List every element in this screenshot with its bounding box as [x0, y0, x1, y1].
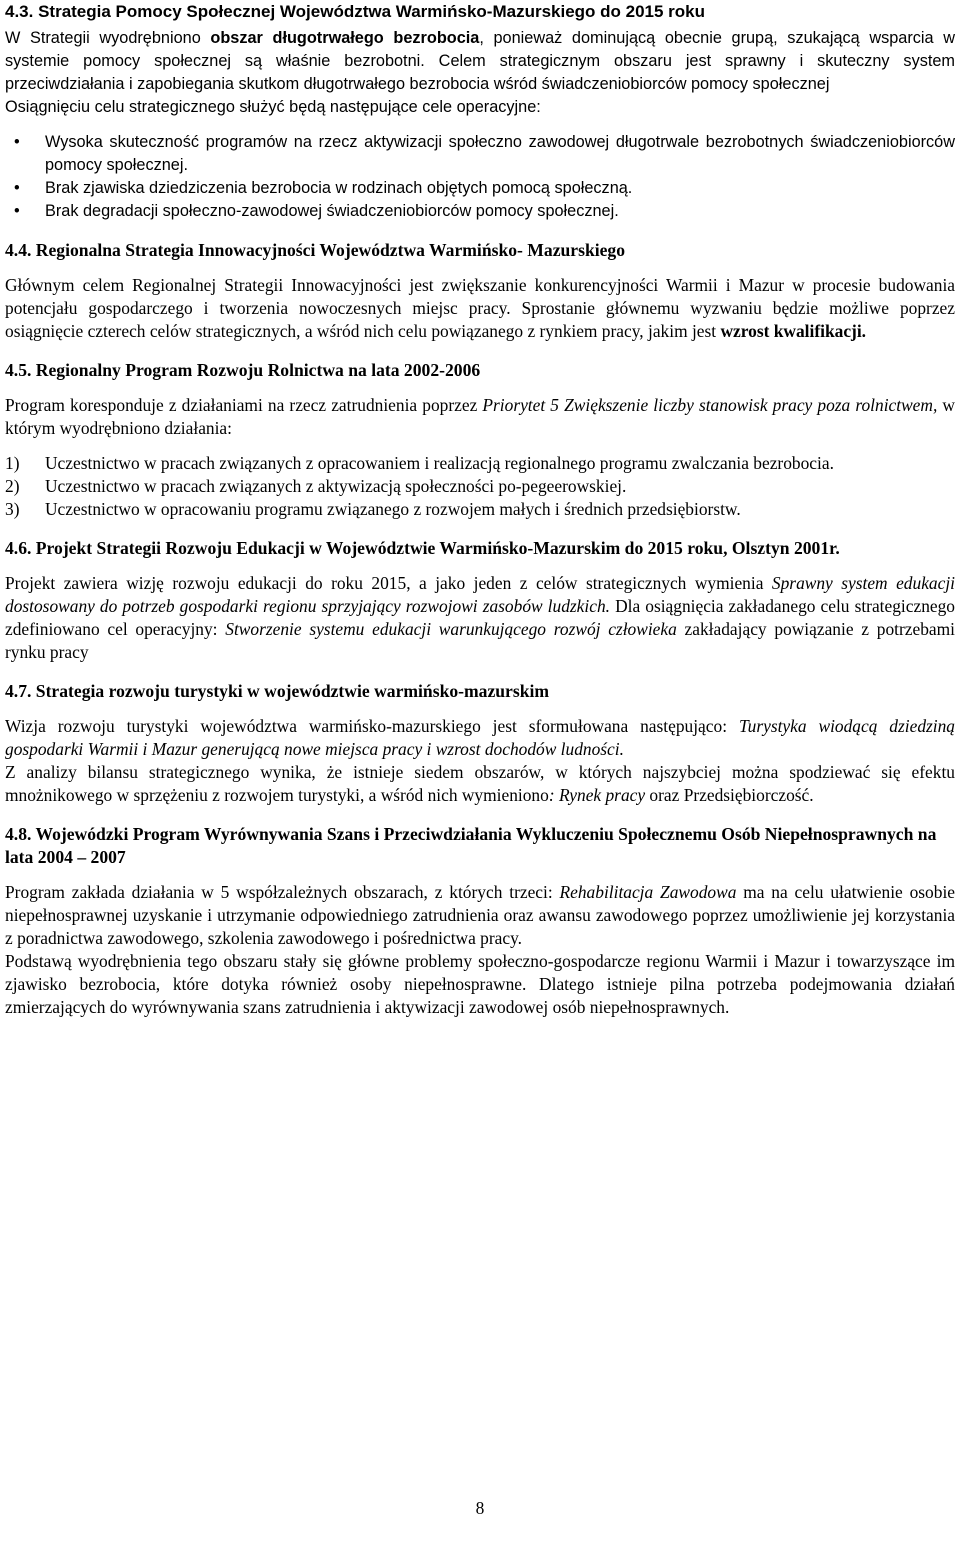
- list-item-text: Brak degradacji społeczno-zawodowej świadczeniobiorców pomocy społecznej.: [45, 202, 619, 220]
- bullet-icon: •: [14, 202, 20, 220]
- text-run: Program koresponduje z działaniami na rzecz zatrudnienia poprzez: [5, 395, 483, 415]
- section-4-7-paragraph-1: [5, 715, 955, 761]
- section-4-6-paragraph-1: [5, 572, 955, 664]
- section-4-7-paragraph-2: [5, 761, 955, 807]
- italic-run: Turystyka wiodącą dziedziną gospodarki Warmii i Mazur generującą nowe miejsca pracy i wzrost dochodów ludności.: [5, 716, 955, 759]
- section-4-7-title: 4.7. Strategia rozwoju turystyki w województwie warmińsko-mazurskim: [5, 681, 550, 701]
- text-run: oraz Przedsiębiorczość.: [645, 785, 814, 805]
- text-run: zakładający powiązanie z potrzebami rynku pracy: [5, 619, 955, 662]
- section-4-5: [5, 359, 955, 521]
- section-4-4-paragraph-1: [5, 274, 955, 343]
- text-run: W Strategii wyodrębniono: [5, 29, 211, 47]
- bold-run: obszar długotrwałego bezrobocia: [210, 29, 480, 47]
- text-run: Wizja rozwoju turystyki województwa warmińsko-mazurskiego jest sformułowana następująco:: [5, 716, 739, 736]
- list-item: [5, 200, 955, 223]
- section-4-8-title: 4.8. Wojewódzki Program Wyrównywania Szans i Przeciwdziałania Wykluczeniu Społecznemu Osób Niepełnosprawnych na lata 2004 – 2007: [5, 824, 937, 867]
- italic-run: Stworzenie systemu edukacji warunkującego rozwój człowieka: [225, 619, 677, 639]
- list-item: [5, 498, 955, 521]
- text-run: Dla osiągnięcia zakładanego celu strategicznego zdefiniowano cel operacyjny:: [5, 596, 955, 639]
- section-4-4: [5, 239, 955, 343]
- italic-run: Priorytet 5 Zwiększenie liczby stanowisk pracy poza rolnictwem,: [482, 395, 938, 415]
- list-item-text: Uczestnictwo w pracach związanych z aktywizacją społeczności po-pegeerowskiej.: [45, 476, 627, 496]
- list-item: [5, 452, 955, 475]
- list-item: [5, 131, 955, 177]
- list-item-number: 3): [5, 499, 20, 519]
- list-item: [5, 475, 955, 498]
- section-4-5-paragraph-1: [5, 394, 955, 440]
- text-run: Z analizy bilansu strategicznego wynika, że istnieje siedem obszarów, w których najszybciej można spodziewać się efektu mnożnikowego w sprzężeniu z rozwojem turystyki, a wśród nich wymieniono: [5, 762, 955, 805]
- text-run: Projekt zawiera wizję rozwoju edukacji do roku 2015, a jako jeden z celów strategicznych wymienia: [5, 573, 772, 593]
- section-4-8-paragraph-1: [5, 881, 955, 950]
- section-4-3-title: 4.3. Strategia Pomocy Społecznej Województwa Warmińsko-Mazurskiego do 2015 roku: [5, 2, 706, 21]
- text-run: Głównym celem Regionalnej Strategii Innowacyjności jest zwiększanie konkurencyjności Warmii i Mazur w procesie budowania potencjału gospodarczego i tworzenia nowoczesnych miejsc pracy. Sprostanie głównemu wyzwaniu będzie możliwe poprzez osiągnięcie czterech celów strategicznych, a wśród nich celu powiązanego z rynkiem pracy, jakim jest: [5, 275, 955, 341]
- list-item-number: 2): [5, 476, 20, 496]
- section-4-3: [5, 0, 955, 223]
- text-run: ma na celu ułatwienie osobie niepełnosprawnej uzyskanie i utrzymanie odpowiedniego zatrudnienia oraz awansu zawodowego poprzez umożliwienie jej korzystania z poradnictwa zawodowego, szkolenia zawodowego i pośrednictwa pracy.: [5, 882, 955, 948]
- section-4-4-title: 4.4. Regionalna Strategia Innowacyjności Województwa Warmińsko- Mazurskiego: [5, 240, 626, 260]
- section-4-6: [5, 537, 955, 664]
- section-4-5-title: 4.5. Regionalny Program Rozwoju Rolnictwa na lata 2002-2006: [5, 360, 481, 380]
- document-page: [5, 0, 955, 1019]
- section-4-5-numbered-list: [5, 452, 955, 521]
- list-item-text: Wysoka skuteczność programów na rzecz aktywizacji społeczno zawodowej długotrwale bezrobotnych świadczeniobiorców pomocy społecznej.: [45, 133, 955, 174]
- list-item-text: Uczestnictwo w pracach związanych z opracowaniem i realizacją regionalnego programu zwalczania bezrobocia.: [45, 453, 834, 473]
- text-run: Program zakłada działania w 5 współzależnych obszarach, z których trzeci:: [5, 882, 560, 902]
- section-4-7: [5, 680, 955, 807]
- section-4-8-paragraph-2: Podstawą wyodrębnienia tego obszaru stały się główne problemy społeczno-gospodarcze regionu Warmii i Mazur i towarzyszące im zjawisko bezrobocia, które dotyka również osoby niepełnosprawne. Dlatego istnieje pilna potrzeba podejmowania działań zmierzających do wyrównywania szans zatrudnienia i aktywizacji zawodowej osób niepełnosprawnych.: [5, 951, 955, 1017]
- bullet-icon: •: [14, 133, 20, 151]
- list-item-text: Brak zjawiska dziedziczenia bezrobocia w rodzinach objętych pomocą społeczną.: [45, 179, 633, 197]
- list-item-number: 1): [5, 453, 20, 473]
- page-number: 8: [475, 1498, 485, 1518]
- italic-run: Rehabilitacja Zawodowa: [559, 882, 737, 902]
- section-4-3-bullet-list: [5, 131, 955, 223]
- section-4-6-title: 4.6. Projekt Strategii Rozwoju Edukacji w Województwie Warmińsko-Mazurskim do 2015 roku, Olsztyn 2001r.: [5, 538, 840, 558]
- section-4-8: [5, 823, 955, 1019]
- text-run: , ponieważ dominującą obecnie grupą, szukającą wsparcia w systemie pomocy społecznej są właśnie bezrobotni. Celem strategicznym obszaru jest sprawny i skuteczny system przeciwdziałania i zapobiegania skutkom długotrwałego bezrobocia wśród świadczeniobiorców pomocy społecznej: [5, 29, 955, 93]
- list-item: [5, 177, 955, 200]
- list-item-text: Uczestnictwo w opracowaniu programu związanego z rozwojem małych i średnich przedsiębiorstw.: [45, 499, 741, 519]
- bullet-icon: •: [14, 179, 20, 197]
- bold-run: wzrost kwalifikacji.: [720, 321, 867, 341]
- italic-run: Sprawny system edukacji dostosowany do potrzeb gospodarki regionu sprzyjający rozwojowi zasobów ludzkich.: [5, 573, 955, 616]
- text-run: w którym wyodrębniono działania:: [5, 395, 955, 438]
- italic-run: : Rynek pracy: [548, 785, 646, 805]
- section-4-3-paragraph-1: [5, 27, 955, 96]
- section-4-3-paragraph-2: Osiągnięciu celu strategicznego służyć będą następujące cele operacyjne:: [5, 98, 541, 116]
